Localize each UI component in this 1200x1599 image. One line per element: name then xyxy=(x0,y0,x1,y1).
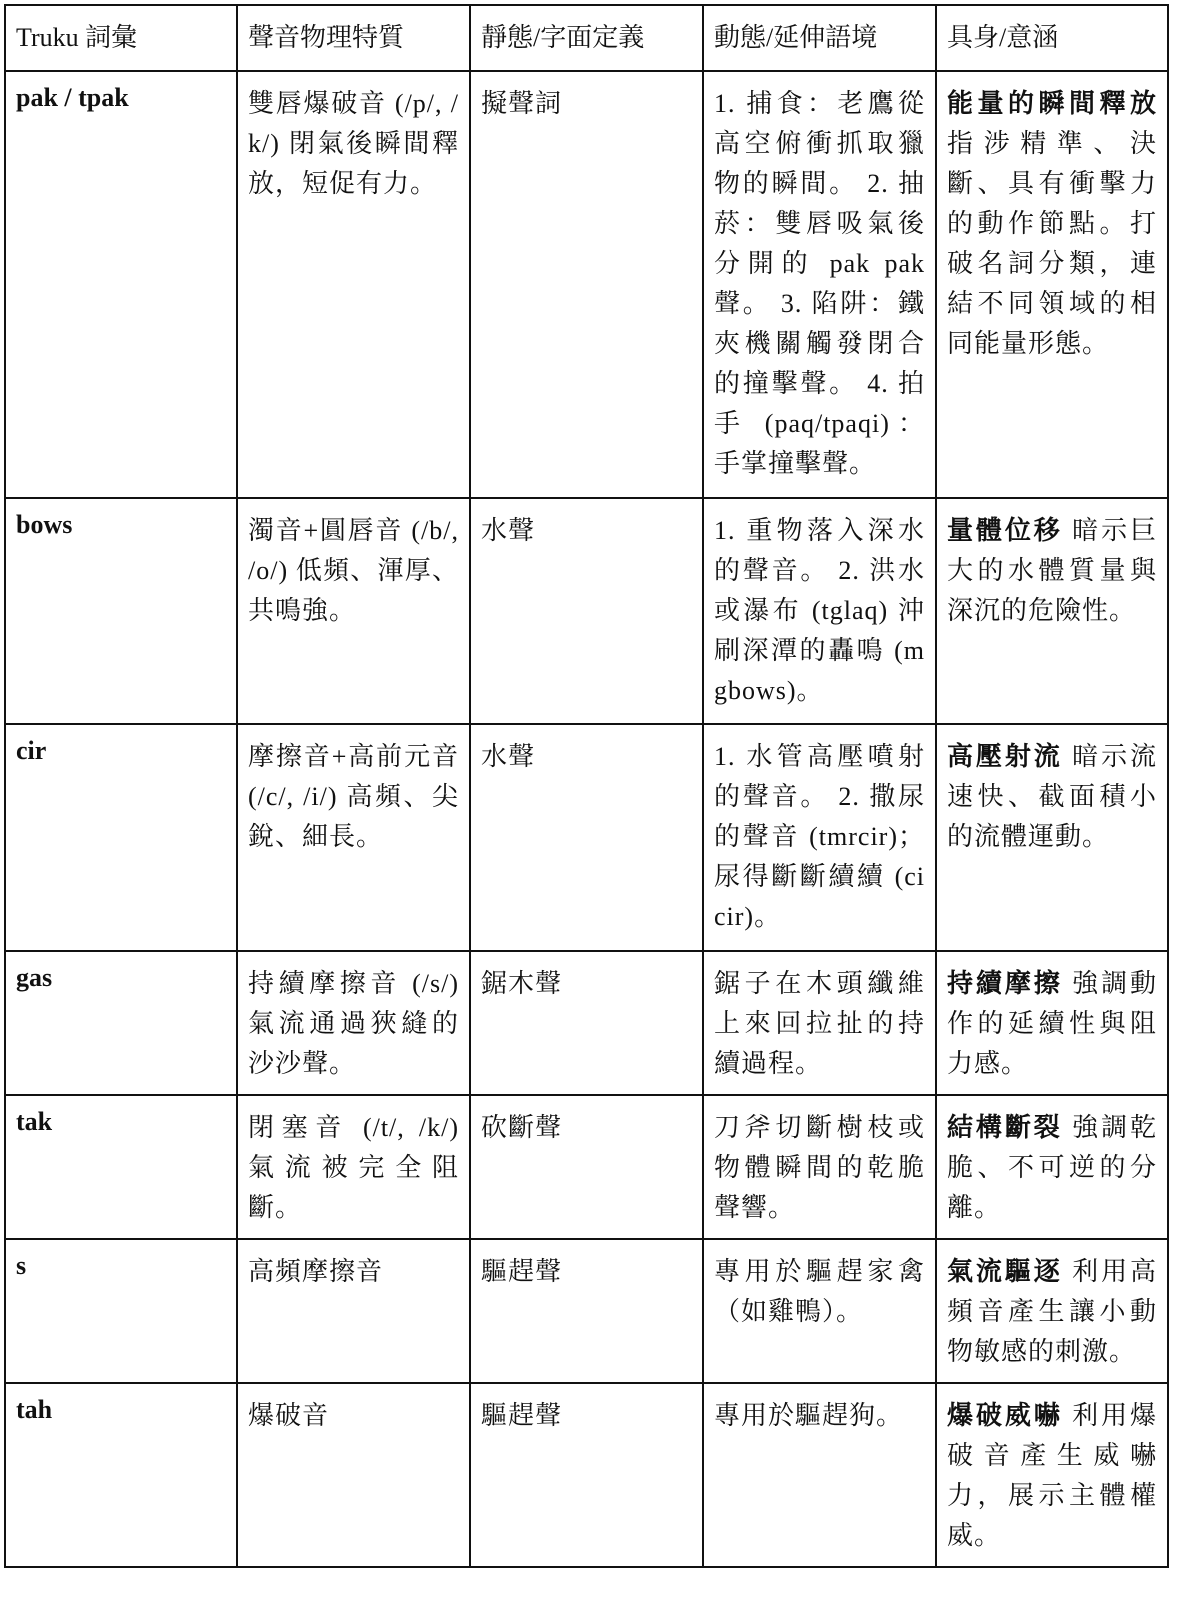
table-header-row xyxy=(5,5,1168,71)
row-meaning xyxy=(936,498,1168,724)
row-word: cir xyxy=(5,724,237,951)
row-context: 專用於驅趕家禽（如雞鴨）。 xyxy=(703,1239,936,1383)
row-physics: 摩擦音+高前元音 (/c/, /i/) 高頻、尖銳、細長。 xyxy=(237,724,470,951)
row-physics: 持續摩擦音 (/s/) 氣流通過狹縫的沙沙聲。 xyxy=(237,951,470,1095)
row-meaning-head: 結構斷裂 xyxy=(947,1113,1063,1142)
row-meaning-head: 能量的瞬間釋放 xyxy=(947,89,1157,118)
row-meaning xyxy=(936,1383,1168,1567)
row-meaning-head: 量體位移 xyxy=(947,516,1063,545)
table-row xyxy=(5,1239,1168,1383)
row-meaning xyxy=(936,71,1168,498)
row-context: 1. 捕食：老鷹從高空俯衝抓取獵物的瞬間。 2. 抽菸：雙唇吸氣後分開的 pak pak 聲。 3. 陷阱：鐵夾機關觸發閉合的撞擊聲。 4. 拍手 (paq/tpaqi)：手掌撞擊聲。 xyxy=(703,71,936,498)
row-meaning-head: 氣流驅逐 xyxy=(947,1257,1063,1286)
row-definition: 水聲 xyxy=(470,498,703,724)
row-meaning-body: 暗示巨大的水體質量與深沉的危險性。 xyxy=(947,516,1157,625)
row-physics: 爆破音 xyxy=(237,1383,470,1567)
lexicon-table xyxy=(4,4,1169,1568)
row-context: 專用於驅趕狗。 xyxy=(703,1383,936,1567)
row-context: 鋸子在木頭纖維上來回拉扯的持續過程。 xyxy=(703,951,936,1095)
table-row xyxy=(5,1095,1168,1239)
row-meaning-head: 持續摩擦 xyxy=(947,969,1063,998)
row-meaning-body: 指涉精準、決斷、具有衝擊力的動作節點。打破名詞分類，連結不同領域的相同能量形態。 xyxy=(947,129,1157,358)
header-sound-physics: 聲音物理特質 xyxy=(237,5,470,71)
row-word: pak / tpak xyxy=(5,71,237,498)
row-meaning-head: 高壓射流 xyxy=(947,742,1063,771)
row-definition: 水聲 xyxy=(470,724,703,951)
row-physics: 雙唇爆破音 (/p/, /k/) 閉氣後瞬間釋放，短促有力。 xyxy=(237,71,470,498)
table-row xyxy=(5,951,1168,1095)
table-row xyxy=(5,498,1168,724)
row-context: 刀斧切斷樹枝或物體瞬間的乾脆聲響。 xyxy=(703,1095,936,1239)
row-meaning-body: 利用高頻音產生讓小動物敏感的刺激。 xyxy=(947,1257,1157,1366)
row-meaning-head: 爆破威嚇 xyxy=(947,1401,1063,1430)
row-word: gas xyxy=(5,951,237,1095)
row-physics: 高頻摩擦音 xyxy=(237,1239,470,1383)
row-definition: 砍斷聲 xyxy=(470,1095,703,1239)
header-embodied-meaning: 具身/意涵 xyxy=(936,5,1168,71)
row-context: 1. 水管高壓噴射的聲音。 2. 撒尿的聲音 (tmrcir)；尿得斷斷續續 (cicir)。 xyxy=(703,724,936,951)
row-definition: 驅趕聲 xyxy=(470,1383,703,1567)
row-physics: 濁音+圓唇音 (/b/, /o/) 低頻、渾厚、共鳴強。 xyxy=(237,498,470,724)
row-context: 1. 重物落入深水的聲音。 2. 洪水或瀑布 (tglaq) 沖刷深潭的轟鳴 (mgbows)。 xyxy=(703,498,936,724)
row-word: tah xyxy=(5,1383,237,1567)
row-meaning-body: 強調乾脆、不可逆的分離。 xyxy=(947,1113,1157,1222)
row-word: s xyxy=(5,1239,237,1383)
row-meaning xyxy=(936,1239,1168,1383)
row-definition: 驅趕聲 xyxy=(470,1239,703,1383)
row-physics: 閉塞音 (/t/, /k/) 氣流被完全阻斷。 xyxy=(237,1095,470,1239)
table-row xyxy=(5,1383,1168,1567)
table-row xyxy=(5,71,1168,498)
row-definition: 擬聲詞 xyxy=(470,71,703,498)
row-meaning xyxy=(936,724,1168,951)
row-meaning xyxy=(936,1095,1168,1239)
row-meaning-body: 利用爆破音產生威嚇力，展示主體權威。 xyxy=(947,1401,1157,1550)
header-truku-word: Truku 詞彙 xyxy=(5,5,237,71)
header-static-definition: 靜態/字面定義 xyxy=(470,5,703,71)
row-word: bows xyxy=(5,498,237,724)
row-meaning-body: 強調動作的延續性與阻力感。 xyxy=(947,969,1157,1078)
row-definition: 鋸木聲 xyxy=(470,951,703,1095)
row-meaning-body: 暗示流速快、截面積小的流體運動。 xyxy=(947,742,1157,851)
table-row xyxy=(5,724,1168,951)
row-meaning xyxy=(936,951,1168,1095)
header-dynamic-context: 動態/延伸語境 xyxy=(703,5,936,71)
row-word: tak xyxy=(5,1095,237,1239)
